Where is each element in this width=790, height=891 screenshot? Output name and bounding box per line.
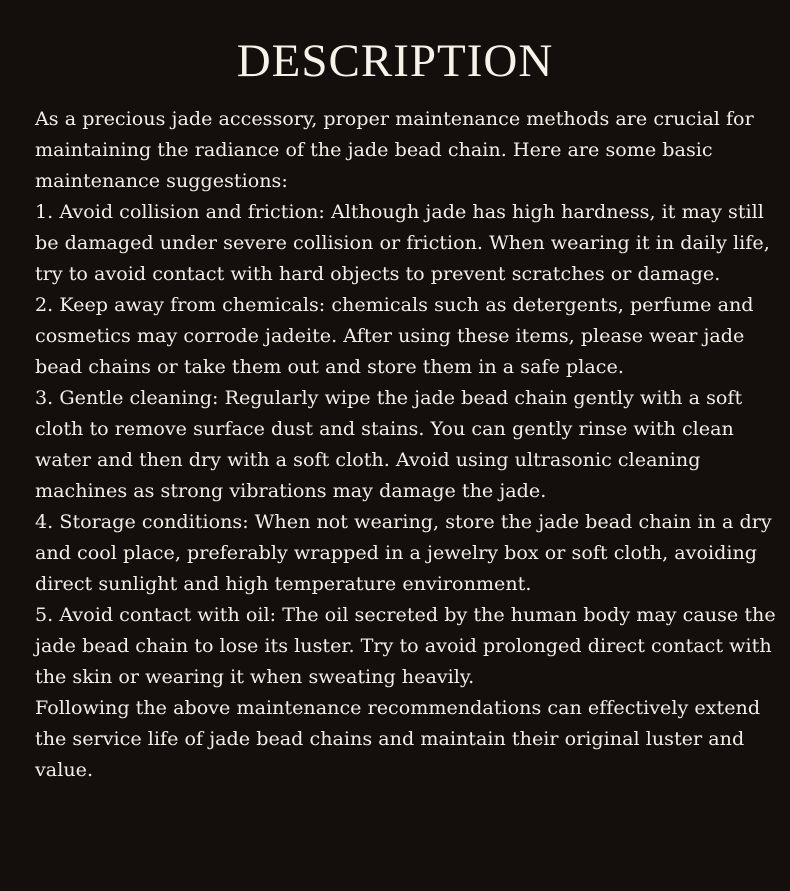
maintenance-item-2: 2. Keep away from chemicals: chemicals such as detergents, perfume and cosmetics may corrode jadeite. After using these items, please wear jade bead chains or take them out and store them in a safe place.	[35, 293, 754, 378]
page-title: DESCRIPTION	[236, 35, 554, 87]
maintenance-item-1: 1. Avoid collision and friction: Although jade has high hardness, it may still be damaged under severe collision or friction. When wearing it in daily life, try to avoid contact with hard objects to prevent scratches or damage.	[35, 200, 770, 285]
closing-paragraph: Following the above maintenance recommendations can effectively extend the service life of jade bead chains and maintain their original luster and value.	[35, 696, 761, 781]
description-content	[35, 103, 777, 785]
maintenance-item-4: 4. Storage conditions: When not wearing, store the jade bead chain in a dry and cool place, preferably wrapped in a jewelry box or soft cloth, avoiding direct sunlight and high temperature environment.	[35, 510, 772, 595]
maintenance-item-3: 3. Gentle cleaning: Regularly wipe the jade bead chain gently with a soft cloth to remove surface dust and stains. You can gently rinse with clean water and then dry with a soft cloth. Avoid using ultrasonic cleaning machines as strong vibrations may damage the jade.	[35, 386, 743, 502]
maintenance-item-5: 5. Avoid contact with oil: The oil secreted by the human body may cause the jade bead chain to lose its luster. Try to avoid prolonged direct contact with the skin or wearing it when sweating heavily.	[35, 603, 776, 688]
intro-paragraph: As a precious jade accessory, proper maintenance methods are crucial for maintaining the radiance of the jade bead chain. Here are some basic maintenance suggestions:	[35, 107, 754, 192]
